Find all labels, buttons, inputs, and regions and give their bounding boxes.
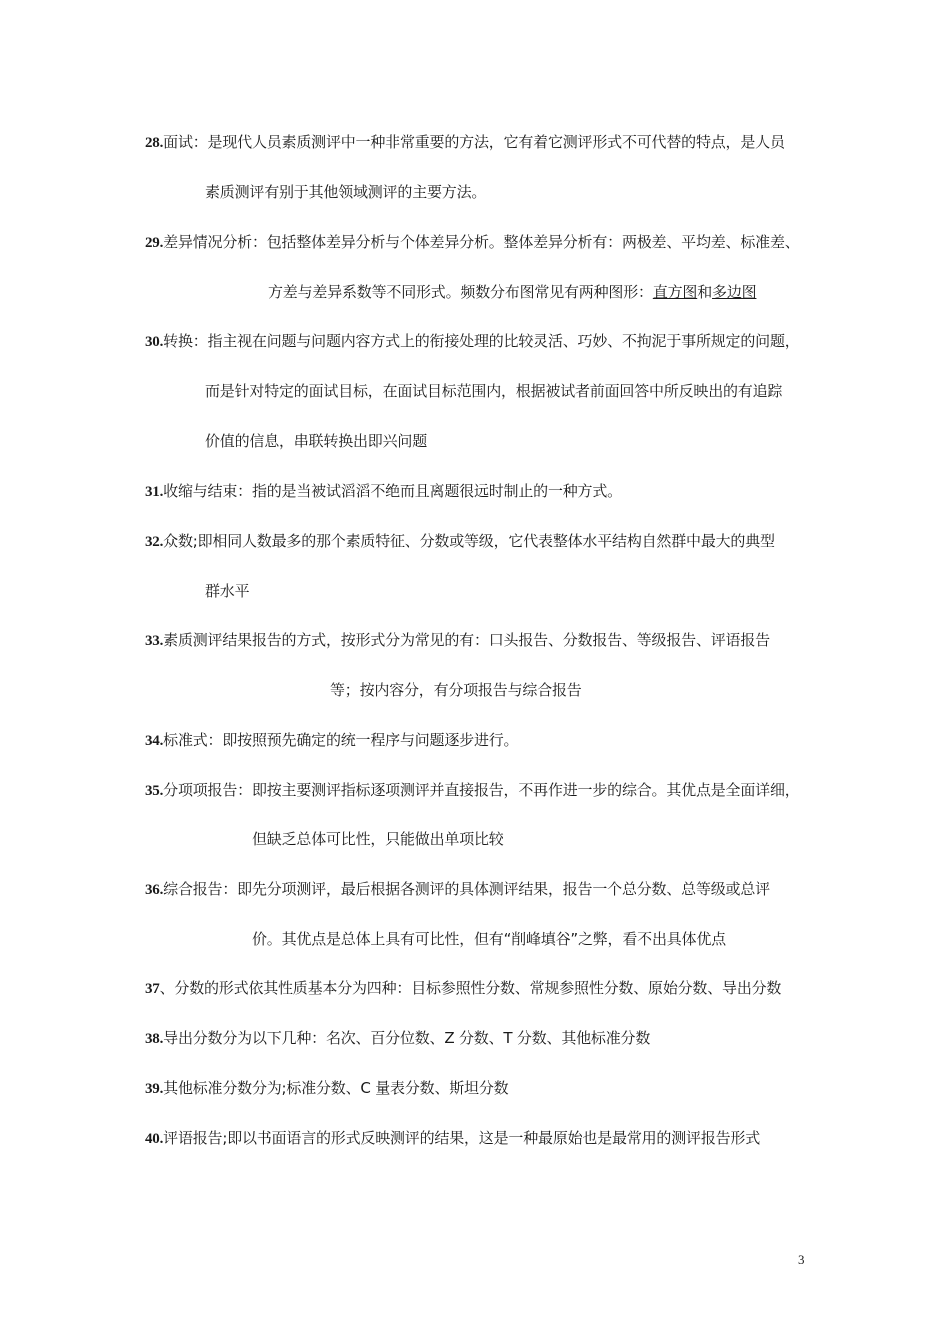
item-text: 分项项报告：即按主要测评指标逐项测评并直接报告，不再作进一步的综合。其优点是全面详细， [163,781,800,799]
item-number: 28. [145,135,164,151]
item-31-line-1 [145,481,622,502]
item-29-line-2 [268,282,756,302]
page-number: 3 [798,1252,805,1267]
item-number: 38. [145,1031,164,1047]
item-number: 35. [145,783,164,799]
item-36-line-1 [145,879,770,900]
item-number: 32. [145,534,164,550]
item-number: 39. [145,1081,164,1097]
item-text: 面试：是现代人员素质测评中一种非常重要的方法，它有着它测评形式不可代替的特点，是人员 [163,133,785,151]
item-text: 导出分数分为以下几种：名次、百分位数、Z 分数、T 分数、其他标准分数 [163,1029,651,1047]
item-text: 综合报告：即先分项测评，最后根据各测评的具体测评结果，报告一个总分数、总等级或总评 [163,880,770,898]
item-text: 和 [697,283,713,301]
item-33-line-1 [145,630,770,651]
item-33-line-2: 等；按内容分，有分项报告与综合报告 [330,681,582,699]
item-text: 方差与差异系数等不同形式。频数分布图常见有两种图形： [268,283,653,301]
item-text: 收缩与结束：指的是当被试滔滔不绝而且离题很远时制止的一种方式。 [163,482,622,500]
item-30-line-1 [145,331,800,352]
item-39-line-1 [145,1078,508,1099]
item-number: 34. [145,733,164,749]
item-text: 评语报告;即以书面语言的形式反映测评的结果，这是一种最原始也是最常用的测评报告形式 [163,1129,761,1147]
item-32-line-2: 群水平 [205,582,250,600]
item-number: 36. [145,882,164,898]
item-35-line-1 [145,780,800,801]
item-37-line-1 [145,978,781,999]
item-number: 30. [145,334,164,350]
underlined-term: 直方图 [652,283,698,301]
item-text: 素质测评结果报告的方式，按形式分为常见的有：口头报告、分数报告、等级报告、评语报告 [163,631,770,649]
underlined-term: 多边图 [712,283,757,301]
item-number: 29. [145,235,164,251]
item-text: 差异情况分析：包括整体差异分析与个体差异分析。整体差异分析有：两极差、平均差、标准差、 [163,233,800,251]
item-number: 33. [145,633,164,649]
item-28-line-1 [145,132,785,153]
item-40-line-1 [145,1128,760,1149]
item-28-line-2: 素质测评有别于其他领域测评的主要方法。 [205,183,487,201]
item-29-line-1 [145,232,800,253]
item-32-line-1 [145,531,775,552]
item-36-line-2: 价。其优点是总体上具有可比性，但有“削峰填谷”之弊，看不出具体优点 [252,930,726,948]
item-number: 31. [145,484,164,500]
item-text: 转换：指主视在问题与问题内容方式上的衔接处理的比较灵活、巧妙、不拘泥于事所规定的问题， [163,332,800,350]
item-text: 、分数的形式依其性质基本分为四种：目标参照性分数、常规参照性分数、原始分数、导出分数 [159,979,782,997]
item-number: 37 [145,981,160,997]
item-38-line-1 [145,1028,650,1049]
item-number: 40. [145,1131,164,1147]
item-30-line-2: 而是针对特定的面试目标，在面试目标范围内，根据被试者前面回答中所反映出的有追踪 [205,382,783,400]
item-text: 众数;即相同人数最多的那个素质特征、分数或等级，它代表整体水平结构自然群中最大的典型 [163,532,775,550]
item-34-line-1 [145,730,518,751]
item-text: 其他标准分数分为;标准分数、C 量表分数、斯坦分数 [163,1079,509,1097]
item-text: 标准式：即按照预先确定的统一程序与问题逐步进行。 [163,731,519,749]
item-35-line-2: 但缺乏总体可比性，只能做出单项比较 [252,830,504,848]
item-30-line-3: 价值的信息，串联转换出即兴问题 [205,432,428,450]
